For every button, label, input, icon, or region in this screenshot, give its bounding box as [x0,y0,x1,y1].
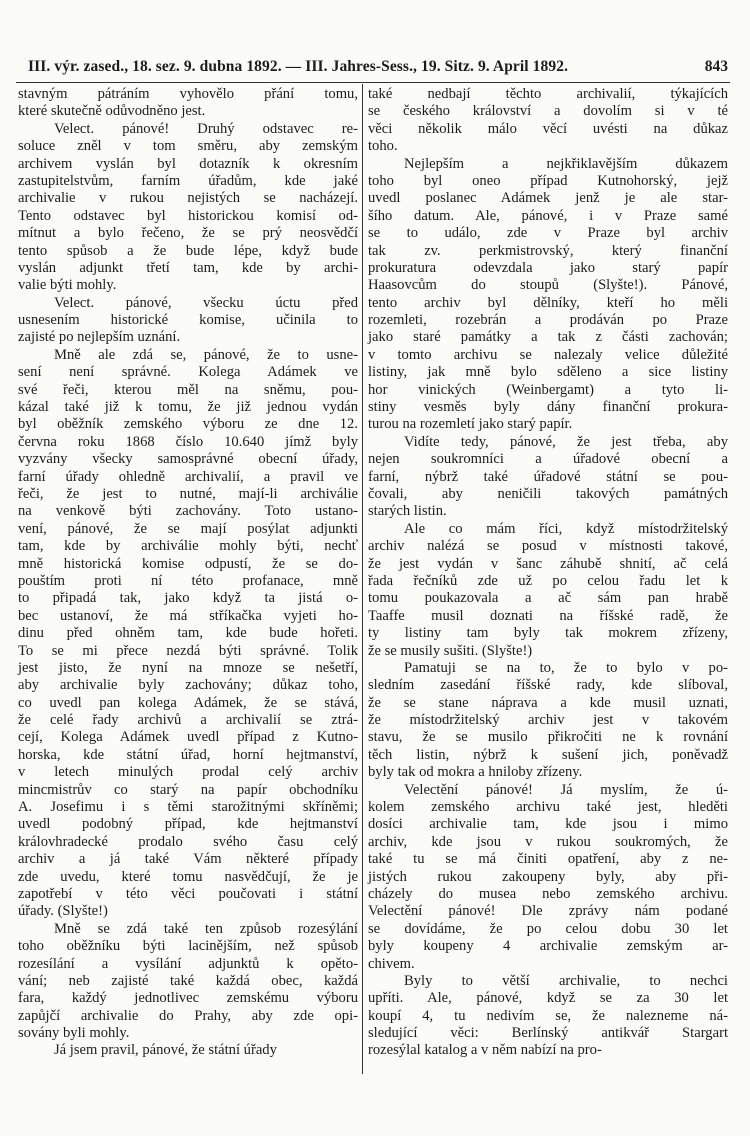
text-line: vyzvány všecky samosprávné obecní úřady, [18,451,358,468]
text-line: Mně se zdá také ten způsob rozesýlání [54,920,358,937]
text-line: že se musily sušiti. (Slyšte!) [368,642,533,659]
text-line: sledním zasedání říšské rady, kde slíboval, [368,677,728,694]
text-line: vení, pánové, že se mají posýlat adjunkti [18,520,358,537]
text-line: Pamatuji se na to, že to bylo v po- [404,659,728,676]
text-line: archivem vyslán byl dotazník k okresním [18,155,358,172]
text-line: toho byl oneo případ Kutnohorský, jejž [368,172,728,189]
text-line: rozesýlal katalog a v něm nabízí na pro- [368,1042,602,1059]
text-line: fara, každý jednotlivec zemskému výboru [18,990,358,1007]
text-line: mincmistrův co starý na papír obchodníku [18,781,358,798]
text-line: na venkově býti zachovány. Toto ustano- [18,503,358,520]
text-line: co uvedl pan kolega Adámek, že se stává, [18,694,358,711]
text-line: archiv a já také Vám některé případy [18,851,358,868]
column-divider [362,84,363,1074]
text-line: že celé řady archivů a archivalií se ztrá- [18,712,358,729]
text-line: jako staré památky a tak z části zachován; [368,329,728,346]
text-line: rozemleti, rozebrán a prodáván po Praze [368,312,728,329]
right-column [368,86,728,1060]
text-line: královhradecké prodalo svého času celý [18,833,358,850]
text-line: tomu poukazovala a ač sám pan hrabě [368,590,728,607]
text-line: Taaffe musil doznati na říšské radě, že [368,607,728,624]
left-column [18,86,358,1060]
text-line: v letech minulých prodal celý archiv [18,764,358,781]
text-line: nejen soukromníci a úřadové obecní a [368,451,728,468]
text-line: zde uvedu, které tomu nasvědčují, že je [18,868,358,885]
text-line: Vidíte tedy, pánové, že jest třeba, aby [404,433,728,450]
text-line: Ale co mám říci, když místodržitelský [404,520,728,537]
text-line: sledující věci: Berlínský antikvář Stargart [368,1025,728,1042]
text-line: mítnut a bylo řečeno, že se prý neosvědčí [18,225,358,242]
text-line: vyslán adjunkt třetí tam, kde by archi- [18,259,358,276]
text-line: stavným pátráním vyhovělo přání tomu, [18,86,358,102]
text-line: šího datum. Ale, pánové, i v Praze samé [368,207,728,224]
text-line: Tento odstavec byl historickou komisí od- [18,207,358,224]
text-line: Byly to větší archivalie, to nechci [404,972,728,989]
text-line: starých listin. [368,503,447,520]
text-line: Velectění pánové! Já myslím, že ú- [404,781,728,798]
text-line: toho. [368,138,398,155]
text-line: tento archiv byl dělníky, kteří ho měli [368,294,728,311]
text-line: Velect. pánové! Druhý odstavec re- [54,120,358,137]
text-line: horska, kde státní úřad, horní hejtmanství, [18,746,358,763]
text-line: úřady. (Slyšte!) [18,903,108,920]
text-line: Nejlepším a nejkřiklavějším důkazem [404,155,728,172]
text-line: chivem. [368,955,415,972]
text-line: které skutečně odůvodněno jest. [18,103,206,120]
text-line: se dovídáme, že po celou dobu 30 let [368,920,728,937]
text-line: bec ustanoví, že má stříkačka vyjeti ho- [18,607,358,624]
text-line: kázal také již k tomu, že již jednou vydán [18,399,358,416]
text-line: tam, kde by archiválie mohly býti, nechť [18,538,358,555]
text-line: aby archivalie byly zachovány; důkaz toho, [18,677,358,694]
text-line: Haasovcům do stoupů (Slyšte!). Pánové, [368,277,728,294]
text-line: upříti. Ale, pánové, když se za 30 let [368,990,728,1007]
text-line: A. Josefimu i s těmi starožitnými skříněmi; [18,799,358,816]
text-line: že místodržitelský archiv jest v takovém [368,712,728,729]
text-line: těch listin, nýbrž k sušení jich, poněvadž [368,746,728,763]
text-line: cházely do musea nebo zemského archivu. [368,885,728,902]
text-line: pouštím proti ní této profanace, mně [18,572,358,589]
text-line: stiny vesměs byly dány finanční prokura- [368,399,728,416]
text-line: zapůjčí archivalie do Prahy, aby zde opi- [18,1007,358,1024]
text-line: se to událo, zde v Praze byl archiv [368,225,728,242]
text-line: sení není správné. Kolega Adámek ve [18,364,358,381]
text-line: koupí 4, tu nedivím se, že nalezneme ná- [368,1007,728,1024]
text-line: rozesílání a vysílání adjunktů k opěto- [18,955,358,972]
text-line: to připadá tak, jako když ta jistá o- [18,590,358,607]
text-line: dosíci archivalie tam, kde jsou i mimo [368,816,728,833]
text-line: že se stane náprava a kde musil uznati, [368,694,728,711]
text-line: soluce zněl v tom směru, aby zemským [18,138,358,155]
text-line: Mně ale zdá se, pánové, že to usne- [54,346,358,363]
text-line: se českého království a dovolím si v té [368,103,728,120]
text-line: věci několik málo věcí uvésti na důkaz [368,120,728,137]
text-line: cejí, Kolega Adámek uvedl případ z Kutno- [18,729,358,746]
text-line: archiv nalézá se posud v místnosti takové, [368,538,728,555]
text-line: vání; neb zajisté také každá obec, každá [18,972,358,989]
text-line: v tomto archivu se nalezaly velice důležité [368,346,728,363]
text-line: zapotřebí v této věci poučovati i státní [18,885,358,902]
text-line: listiny, jak mně bylo sděleno a sice listiny [368,364,728,381]
text-line: byly tak od mokra a hniloby zřízeny. [368,764,583,781]
text-line: To se mi přece nezdá býti správné. Tolik [18,642,358,659]
text-line: byl oběžník zemského výboru ze dne 12. [18,416,358,433]
text-line: tento spůsob a že bude lépe, když bude [18,242,358,259]
text-line: dinu před ohněm tam, kde bude hořeti. [18,625,358,642]
text-line: kolem zemského archivu také jest, hleděti [368,799,728,816]
text-line: také nedbají těchto archivalií, týkajících [368,86,728,102]
text-line: farní úřady ohledně archivalií, a pravil ve [18,468,358,485]
text-line: června roku 1868 číslo 10.640 jímž byly [18,433,358,450]
text-line: uvedl poslanec Adámek jenž je ale star- [368,190,728,207]
text-line: sovány byli mohly. [18,1025,130,1042]
text-line: farní, nýbrž také úřadové státní se pou- [368,468,728,485]
text-line: byly koupeny 4 archivalie zemským ar- [368,938,728,955]
text-line: jistých rukou zakoupeny byly, aby při- [368,868,728,885]
text-line: turou na rozemletí jako starý papír. [368,416,573,433]
text-line: toho oběžníku býti lacinějším, než spůsob [18,938,358,955]
text-line: uvedl podobný případ, kde hejtmanství [18,816,358,833]
text-line: mně historická komise odpustí, že se do- [18,555,358,572]
text-line: zastupitelstvům, farním úřadům, kde jaké [18,172,358,189]
text-line: Velect. pánové, všecku úctu před [54,294,358,311]
text-line: archivalie v rukou nejistých se nacházejí. [18,190,358,207]
header-title: III. výr. zased., 18. sez. 9. dubna 1892. — III. Jahres-Sess., 19. Sitz. 9. April 1892. [28,58,569,75]
text-line: archiv, kde jsou v rukou soukromých, že [368,833,728,850]
text-line: Velectění pánové! Dle zprávy nám podané [368,903,728,920]
text-line: jest jisto, že nyní na mnoze se nešetří, [18,659,358,676]
running-header [28,56,728,80]
text-line: stavu, že se musilo přikročiti ne k rovnání [368,729,728,746]
text-line: také tu se má činiti opatření, aby z ne- [368,851,728,868]
text-line: čovali, aby neničili takových památných [368,485,728,502]
text-line: tak zv. perkmistrovský, který finanční [368,242,728,259]
text-line: usnesením historické komise, učinila to [18,312,358,329]
text-line: Já jsem pravil, pánové, že státní úřady [54,1042,277,1059]
text-line: ty listiny tam byly tak mokrem zřízeny, [368,625,728,642]
page-number: 843 [704,58,728,75]
text-line: řeči, že jest to nutné, mají-li archiválie [18,485,358,502]
text-line: řada řečníků zde už po celou řadu let k [368,572,728,589]
text-line: hor vinických (Weinbergamt) a tyto li- [368,381,728,398]
text-line: své řeči, kterou měl na sněmu, pou- [18,381,358,398]
header-rule [16,82,730,83]
text-line: že jest vydán v šanc záhubě shnití, ač celá [368,555,728,572]
text-line: valie býti mohly. [18,277,117,294]
text-line: prokuratura odevzdala jako starý papír [368,259,728,276]
text-line: zajisté po nejlepším uznání. [18,329,181,346]
